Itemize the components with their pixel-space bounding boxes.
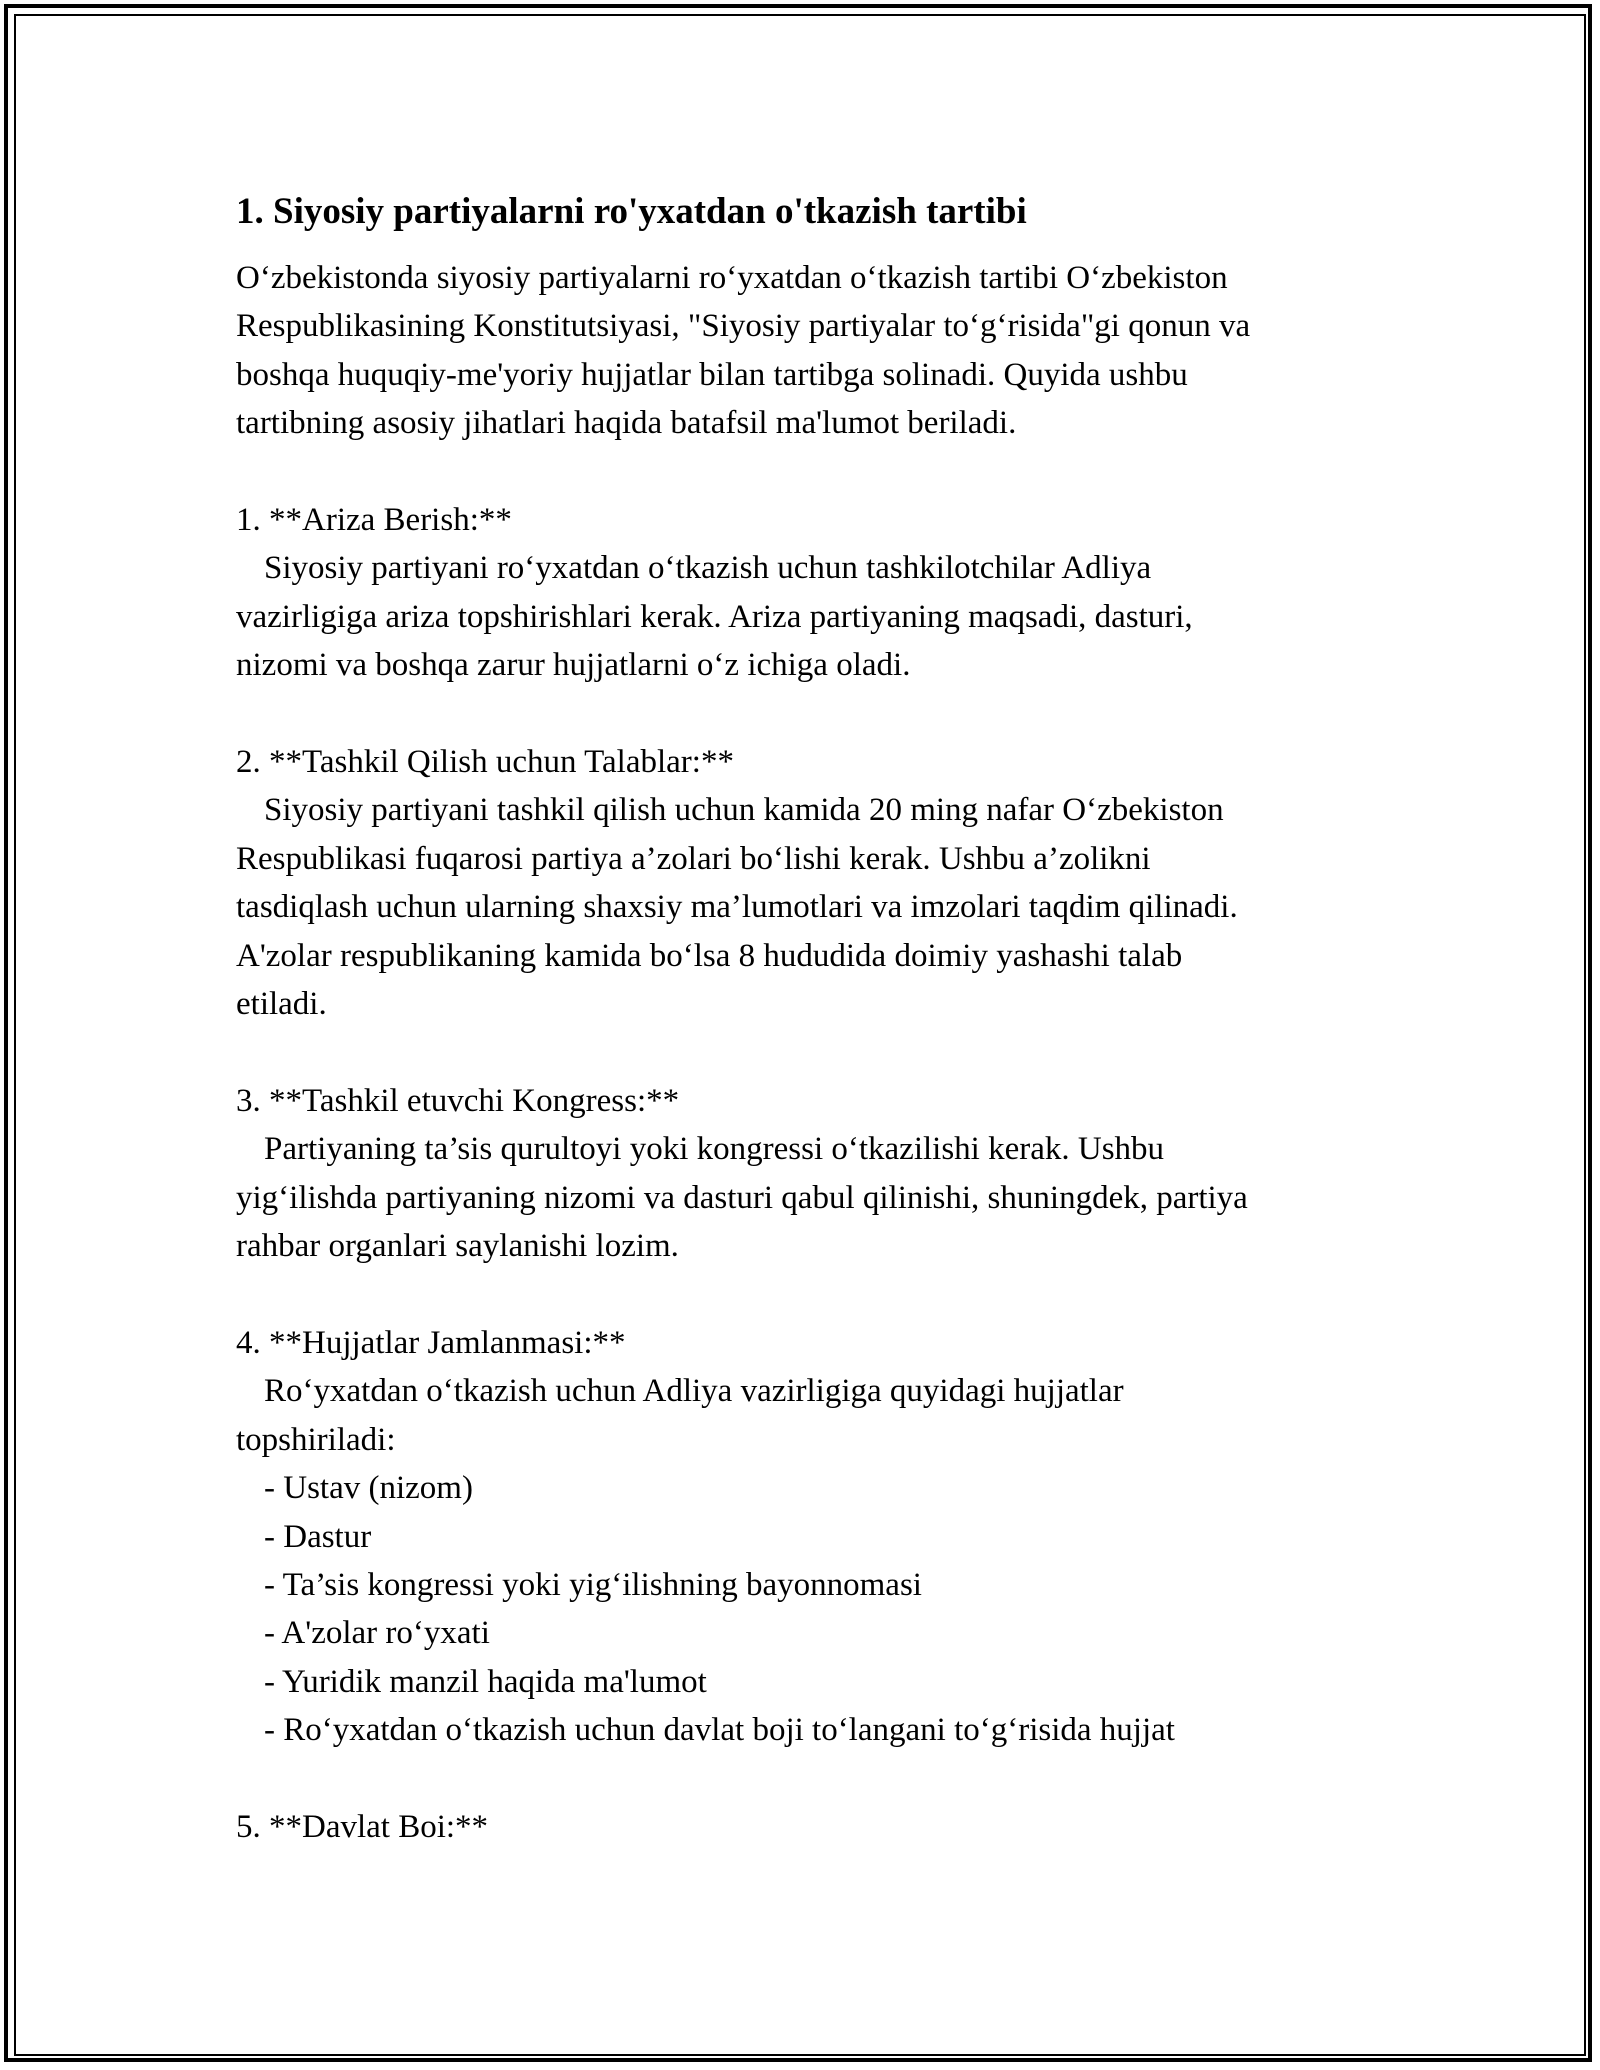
intro-line: Respublikasining Konstitutsiyasi, "Siyosiy partiyalar to‘g‘risida"gi qonun va [236,308,1251,345]
section-line: yig‘ilishda partiyaning nizomi va dasturi qabul qilinishi, shuningdek, partiya [236,1179,1248,1216]
section-5 [236,1803,1396,1851]
list-item: - Ustav (nizom) [264,1470,473,1507]
section-line: vazirligiga ariza topshirishlari kerak. Ariza partiyaning maqsadi, dasturi, [236,598,1193,635]
section-heading: 2. **Tashkil Qilish uchun Talablar:** [236,744,734,781]
intro-paragraph [236,254,1396,448]
section-heading: 1. **Ariza Berish:** [236,502,512,539]
section-line: etiladi. [236,986,327,1023]
section-line: topshiriladi: [236,1421,396,1458]
section-line: A'zolar respublikaning kamida bo‘lsa 8 hududida doimiy yashashi talab [236,937,1183,974]
list-item: - A'zolar ro‘yxati [264,1615,490,1652]
section-heading: 3. **Tashkil etuvchi Kongress:** [236,1082,680,1119]
section-3 [236,1077,1396,1271]
section-2 [236,738,1396,1028]
section-4 [236,1319,1396,1755]
document-page [236,188,1396,1851]
section-line: Partiyaning ta’sis qurultoyi yoki kongressi o‘tkazilishi kerak. Ushbu [264,1131,1165,1168]
blank-line [236,690,1396,738]
document-title: 1. Siyosiy partiyalarni ro'yxatdan o'tkazish tartibi [236,191,1027,232]
list-item: - Dastur [264,1518,372,1555]
list-item: - Yuridik manzil haqida ma'lumot [264,1663,707,1700]
blank-line [236,448,1396,496]
section-line: Respublikasi fuqarosi partiya a’zolari bo‘lishi kerak. Ushbu a’zolikni [236,840,1151,877]
section-heading: 5. **Davlat Boi:** [236,1808,489,1845]
blank-line [236,1028,1396,1076]
section-heading: 4. **Hujjatlar Jamlanmasi:** [236,1324,626,1361]
section-line: tasdiqlash uchun ularning shaxsiy ma’lumotlari va imzolari taqdim qilinadi. [236,889,1238,926]
section-1 [236,496,1396,690]
section-line: Siyosiy partiyani tashkil qilish uchun kamida 20 ming nafar O‘zbekiston [264,792,1224,829]
list-item: - Ta’sis kongressi yoki yig‘ilishning bayonnomasi [264,1566,922,1603]
section-line: nizomi va boshqa zarur hujjatlarni o‘z ichiga oladi. [236,647,911,684]
document-body [236,254,1396,1851]
section-line: Ro‘yxatdan o‘tkazish uchun Adliya vazirligiga quyidagi hujjatlar [264,1373,1124,1410]
intro-line: O‘zbekistonda siyosiy partiyalarni ro‘yxatdan o‘tkazish tartibi O‘zbekiston [236,260,1228,296]
list-item: - Ro‘yxatdan o‘tkazish uchun davlat boji to‘langani to‘g‘risida hujjat [264,1712,1175,1749]
intro-line: tartibning asosiy jihatlari haqida batafsil ma'lumot beriladi. [236,405,1017,442]
blank-line [236,1755,1396,1803]
section-line: rahbar organlari saylanishi lozim. [236,1228,679,1265]
blank-line [236,1270,1396,1318]
section-line: Siyosiy partiyani ro‘yxatdan o‘tkazish uchun tashkilotchilar Adliya [264,550,1152,587]
intro-line: boshqa huquqiy-me'yoriy hujjatlar bilan tartibga solinadi. Quyida ushbu [236,356,1188,393]
